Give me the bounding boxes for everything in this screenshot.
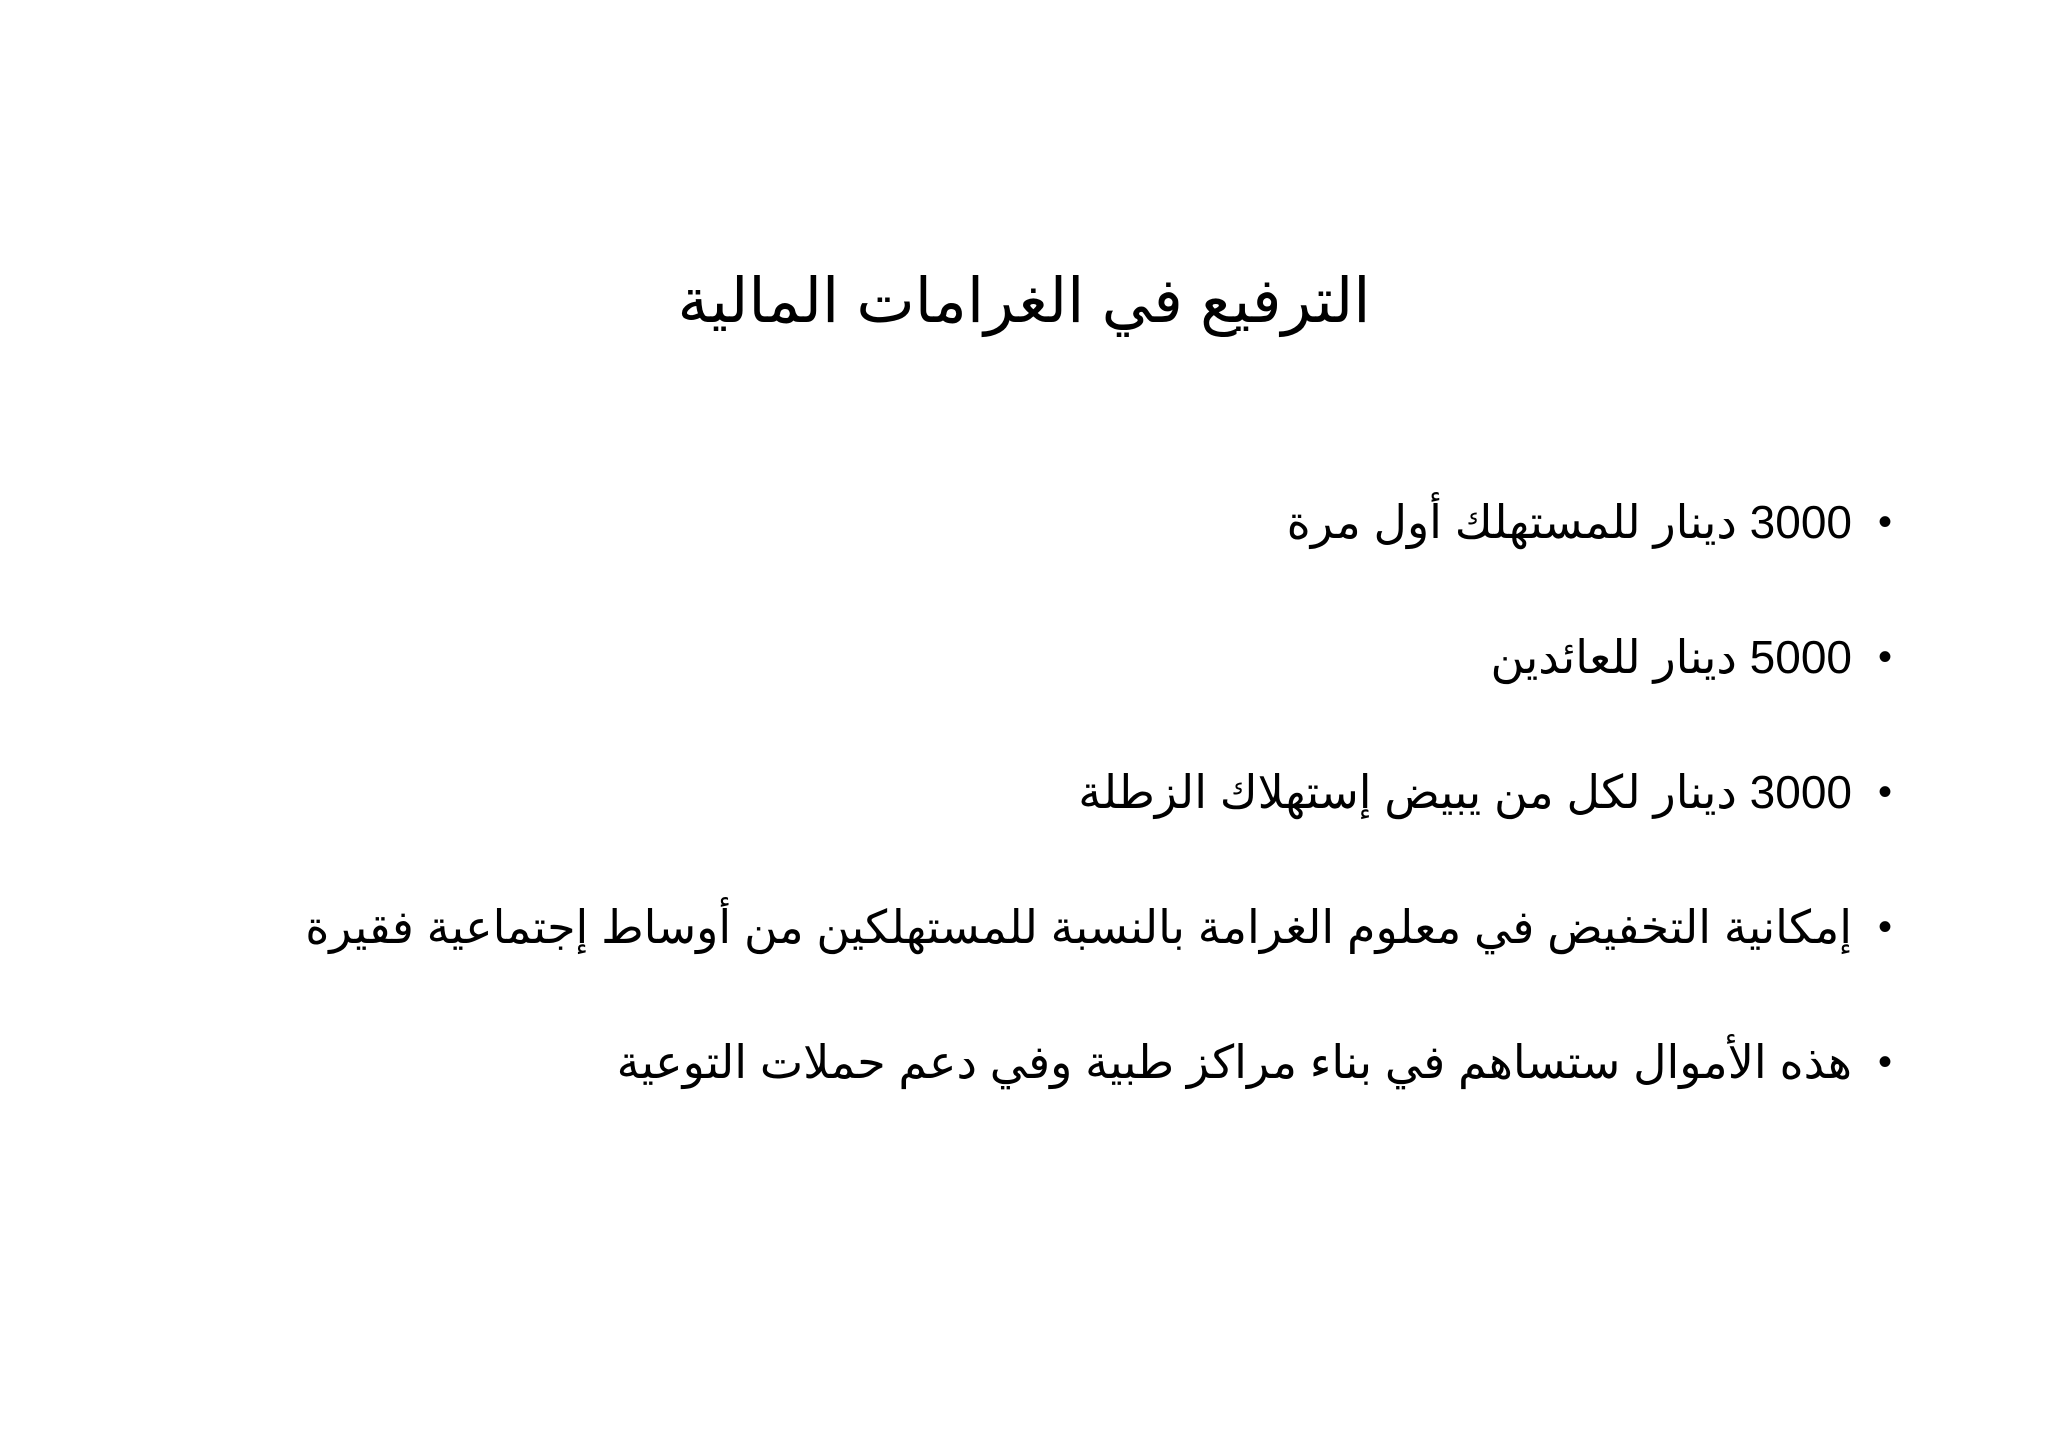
bullet-text: إمكانية التخفيض في معلوم الغرامة بالنسبة للمستهلكين من أوساط إجتماعية فقيرة [305, 901, 1852, 953]
bullet-list [305, 492, 1906, 1167]
bullet-item [305, 897, 1906, 957]
bullet-item [305, 1032, 1906, 1092]
bullet-icon: • [1877, 635, 1892, 679]
bullet-icon: • [1877, 905, 1892, 949]
bullet-icon: • [1877, 500, 1892, 544]
bullet-text: 3000 دينار لكل من يبيض إستهلاك الزطلة [1078, 766, 1852, 818]
bullet-text: هذه الأموال ستساهم في بناء مراكز طبية وفي دعم حملات التوعية [616, 1036, 1852, 1088]
bullet-text: 3000 دينار للمستهلك أول مرة [1286, 496, 1852, 548]
slide-title: الترفيع في الغرامات المالية [677, 267, 1371, 336]
bullet-item [305, 492, 1906, 552]
bullet-icon: • [1877, 1040, 1892, 1084]
bullet-item [305, 627, 1906, 687]
bullet-icon: • [1877, 770, 1892, 814]
bullet-text: 5000 دينار للعائدين [1490, 631, 1852, 683]
bullet-item [305, 762, 1906, 822]
